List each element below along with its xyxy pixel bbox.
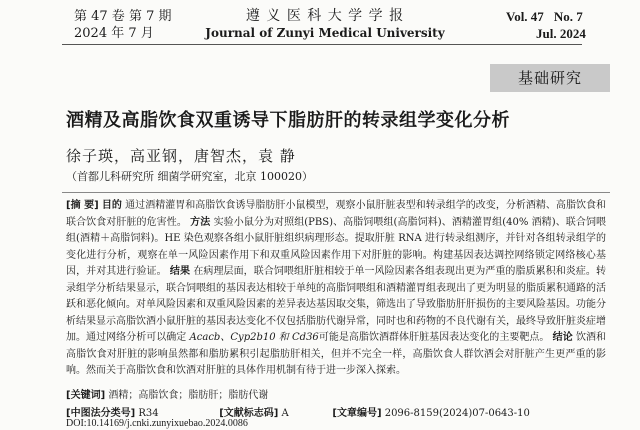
- affiliation: （首都儿科研究所 细菌学研究室，北京 100020）: [66, 170, 313, 183]
- doi[interactable]: DOI:10.14169/j.cnki.zunyixuebao.2024.0086: [66, 418, 248, 429]
- date-cn: 2024 年 7 月: [74, 26, 154, 41]
- section-badge: 基础研究: [490, 64, 610, 92]
- conclusion-label: 结论: [552, 332, 573, 343]
- journal-name-en: Journal of Zunyi Medical University: [205, 26, 445, 40]
- methods-label: 方法: [190, 216, 211, 228]
- gene-names: Acacb、Cyp2b10 和 Cd36: [189, 332, 319, 343]
- results-text: 在病理层面，联合饲喂组肝脏相较于单一风险因素各组表现出更为严重的脂质累积和炎症。转录组学分析结果显示，联合饲喂组的基因表达相较于单纯的高脂饲喂组和酒精灌胃组表现出了更为明显的脂质累积通路的活跃和恶化倾向。对单风险因素和双重风险因素的差异表达基因取交集，筛选出了导致脂肪肝肝损伤的主要风险基因。功能分析结果显示高脂饮酒小鼠肝脏的基因表达变化不仅包括脂肪代谢异常，同时也和药物的不良代谢有关，最终导致肝脏炎症增加。通过网络分析可以确定: [66, 266, 606, 343]
- objective-text: 通过酒精灌胃和高脂饮食诱导脂肪肝小鼠模型，观察小鼠肝脏表型和转录组学的改变，分析酒精、高脂饮食和联合饮食对肝脏的危害性。: [66, 200, 607, 228]
- header-volume-cn: [74, 8, 171, 42]
- abstract-label: [摘 要]: [66, 200, 99, 211]
- keywords-label: [关键词]: [66, 390, 106, 401]
- clc-value: R34: [138, 408, 159, 419]
- objective-label: 目的: [101, 200, 122, 211]
- clc-label: [中图法分类号]: [66, 408, 136, 419]
- journal-masthead: [180, 8, 470, 41]
- header-divider: [62, 44, 582, 45]
- results-label: 结果: [169, 266, 191, 277]
- keywords-value: 酒精；高脂饮食；脂肪肝；脂肪代谢: [108, 390, 269, 401]
- date-en: Jul. 2024: [536, 26, 586, 41]
- doc-code-value: A: [281, 408, 289, 419]
- issue-en: No. 7: [553, 9, 583, 24]
- results-tail: 可能是高脂饮酒群体肝脏基因表达变化的主要靶点。: [318, 332, 550, 343]
- article-title: 酒精及高脂饮食双重诱导下脂肪肝的转录组学变化分析: [66, 110, 510, 131]
- abstract-divider: [62, 192, 610, 193]
- author-list: 徐子瑛，高亚钢，唐智杰，袁 静: [66, 147, 296, 165]
- article-id-label: [文章编号]: [332, 408, 382, 419]
- volume-issue-cn: 第 47 卷 第 7 期: [74, 9, 172, 24]
- conclusion-text: 饮酒和高脂饮食对肝脏的影响虽然都和脂肪累积引起脂肪肝相关，但并不完全一样，高脂饮食人群饮酒会对肝脏产生更严重的影响。然而关于高脂饮食和饮酒对肝脏的具体作用机制有待于进一步深入探索。: [66, 332, 607, 376]
- journal-name-cn: 遵 义 医 科 大 学 学 报: [245, 8, 405, 24]
- article-meta: [66, 404, 606, 419]
- keywords: [66, 386, 268, 401]
- abstract: [66, 198, 606, 380]
- article-id-value: 2096-8159(2024)07-0643-10: [384, 408, 530, 419]
- header-volume-en: [506, 8, 593, 42]
- volume-en: Vol. 47: [506, 9, 544, 24]
- methods-text: 实验小鼠分为对照组(PBS)、高脂饲喂组(高脂饲料)、酒精灌胃组(40% 酒精)、联合饲喂组(酒精＋高脂饲料)。HE 染色观察各组小鼠肝脏组织病理形态。提取肝脏 RNA 进行转录组测序，并针对各组转录组学的变化进行分析，观察在单一风险因素作用下和双重风险因素作用下对肝脏的影响。构建基因表达调控网络锁定网络核心基因，并对其进行验证。: [66, 216, 607, 277]
- doc-code-label: [文献标志码]: [219, 408, 279, 419]
